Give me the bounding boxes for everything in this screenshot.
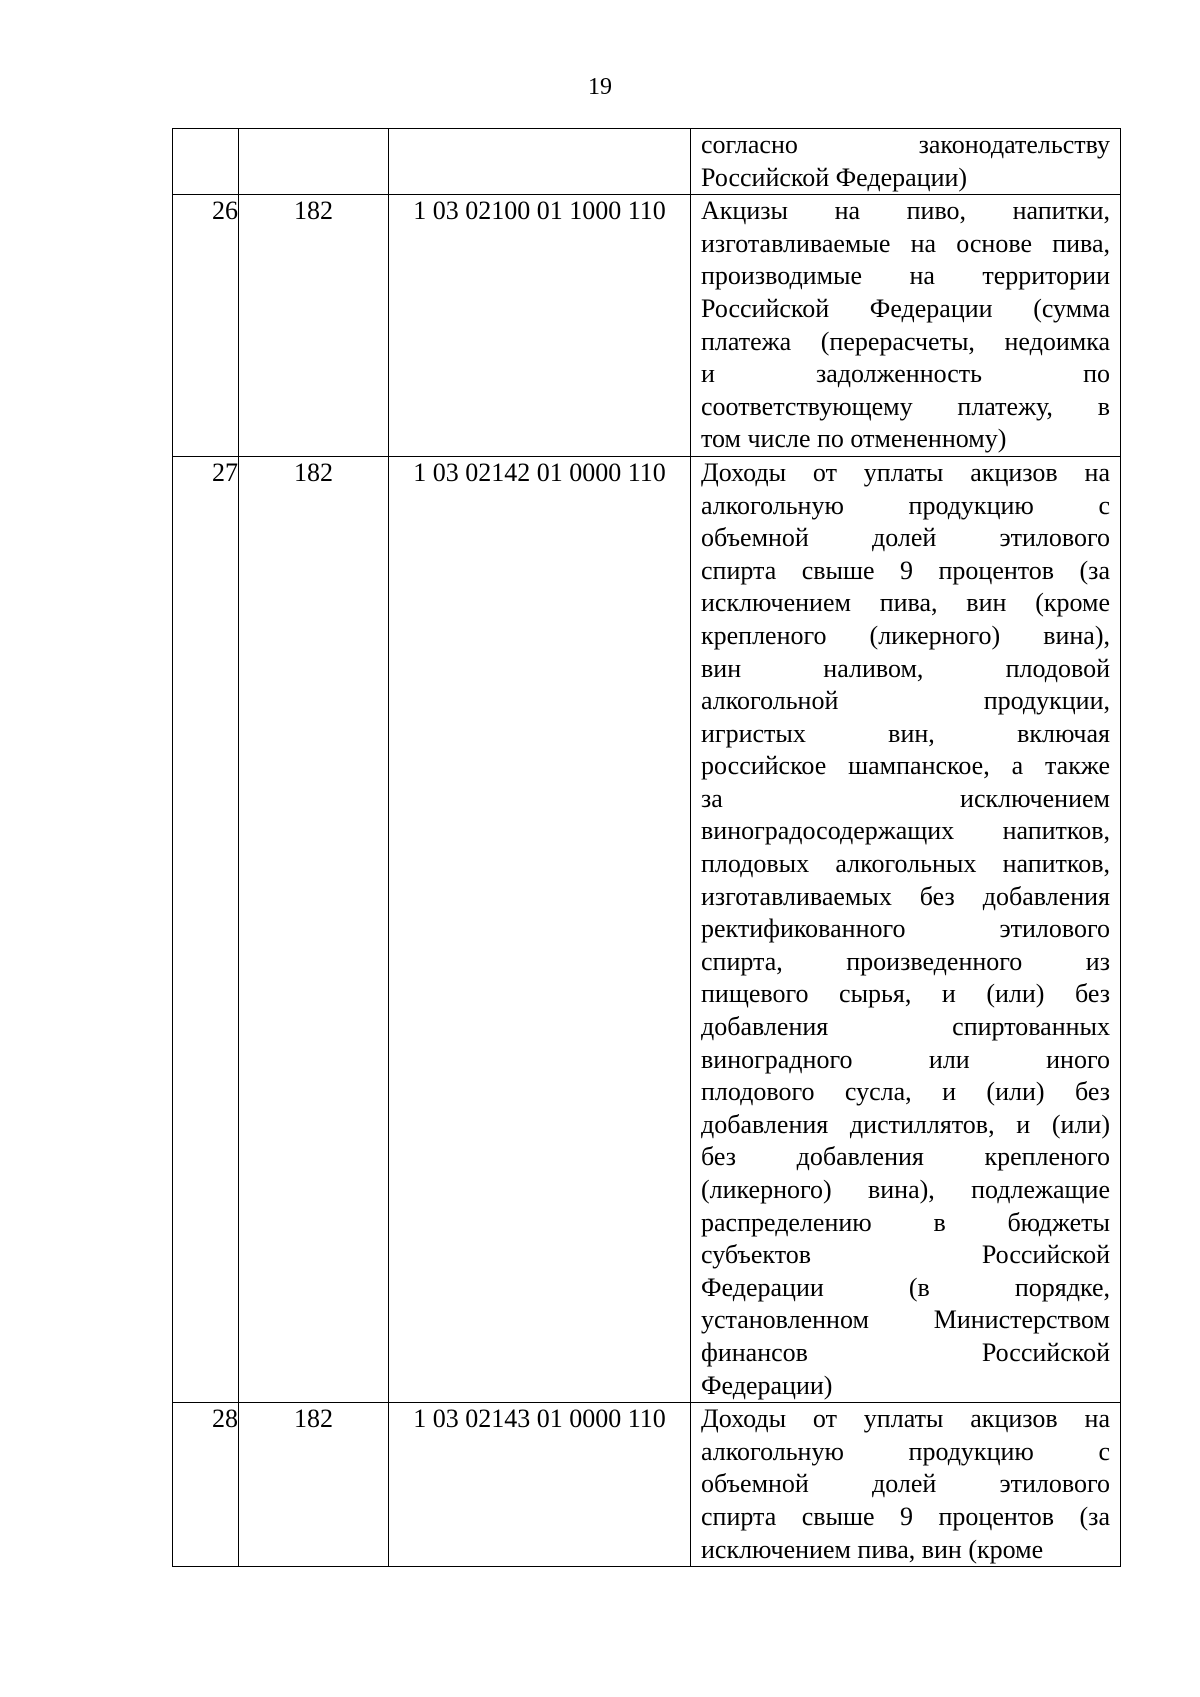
description-line: Акцизы на пиво, напитки, (701, 196, 1110, 226)
administrator-code-cell: 182 (239, 456, 389, 1402)
revenue-description-cell (691, 456, 1121, 1402)
description-line: платежа (перерасчеты, недоимка (701, 326, 1110, 356)
description-line: за исключением (701, 783, 1110, 813)
description-line: добавления дистиллятов, и (или) (701, 1109, 1110, 1139)
description-line: вин наливом, плодовой (701, 653, 1110, 683)
description-line: установленном Министерством (701, 1305, 1110, 1335)
description-line: российское шампанское, а также (701, 751, 1110, 781)
budget-classification-code-cell: 1 03 02100 01 1000 110 (389, 195, 691, 457)
budget-classification-code-cell: 1 03 02142 01 0000 110 (389, 456, 691, 1402)
table-row (173, 1403, 1121, 1567)
description-line: пищевого сырья, и (или) без (701, 979, 1110, 1009)
description-line: игристых вин, включая (701, 718, 1110, 748)
description-line: виноградосодержащих напитков, (701, 816, 1110, 846)
revenue-codes-table (172, 128, 1121, 1567)
description-line: спирта, произведенного из (701, 946, 1110, 976)
description-line: Доходы от уплаты акцизов на (701, 457, 1110, 487)
description-line: плодового сусла, и (или) без (701, 1077, 1110, 1107)
description-line: Российской Федерации (сумма (701, 293, 1110, 323)
description-line: распределению в бюджеты (701, 1207, 1110, 1237)
description-line: производимые на территории (701, 261, 1110, 291)
revenue-description-cell (691, 1403, 1121, 1567)
row-number-cell (173, 129, 239, 195)
description-line: соответствующему платежу, в (701, 391, 1110, 421)
administrator-code-cell: 182 (239, 195, 389, 457)
description-line: добавления спиртованных (701, 1012, 1110, 1042)
description-line: объемной долей этилового (701, 1469, 1110, 1499)
revenue-description-cell (691, 129, 1121, 195)
description-line: субъектов Российской (701, 1240, 1110, 1270)
description-line: крепленого (ликерного) вина), (701, 620, 1110, 650)
description-line: исключением пива, вин (кроме (701, 588, 1110, 618)
table-body (173, 129, 1121, 1567)
page-number: 19 (588, 74, 612, 100)
description-line: (ликерного) вина), подлежащие (701, 1175, 1110, 1204)
row-number-cell: 27 (173, 456, 239, 1402)
description-line: алкогольную продукцию с (701, 490, 1110, 520)
description-line: согласно законодательству (701, 130, 1110, 159)
description-line: виноградного или иного (701, 1044, 1110, 1074)
description-line: плодовых алкогольных напитков, (701, 849, 1110, 879)
description-line: том числе по отмененному) (701, 424, 1007, 454)
description-line: Российской Федерации) (701, 162, 968, 192)
table-row (173, 456, 1121, 1402)
description-line: исключением пива, вин (кроме (701, 1534, 1044, 1564)
description-line: ректификованного этилового (701, 914, 1110, 944)
description-line: спирта свыше 9 процентов (за (701, 555, 1110, 585)
description-line: Доходы от уплаты акцизов на (701, 1404, 1110, 1434)
description-line: изготавливаемые на основе пива, (701, 228, 1110, 258)
description-line: и задолженность по (701, 359, 1110, 389)
description-line: алкогольную продукцию с (701, 1436, 1110, 1466)
description-line: Федерации) (701, 1370, 833, 1400)
budget-classification-code-cell (389, 129, 691, 195)
budget-classification-code-cell: 1 03 02143 01 0000 110 (389, 1403, 691, 1567)
description-line: изготавливаемых без добавления (701, 881, 1110, 911)
table-row (173, 129, 1121, 195)
description-line: объемной долей этилового (701, 523, 1110, 553)
row-number-cell: 26 (173, 195, 239, 457)
description-line: без добавления крепленого (701, 1142, 1110, 1172)
description-line: спирта свыше 9 процентов (за (701, 1501, 1110, 1531)
row-number-cell: 28 (173, 1403, 239, 1567)
administrator-code-cell (239, 129, 389, 195)
description-line: финансов Российской (701, 1337, 1110, 1367)
table-row (173, 195, 1121, 457)
administrator-code-cell: 182 (239, 1403, 389, 1567)
description-line: алкогольной продукции, (701, 686, 1110, 716)
description-line: Федерации (в порядке, (701, 1272, 1110, 1302)
revenue-description-cell (691, 195, 1121, 457)
